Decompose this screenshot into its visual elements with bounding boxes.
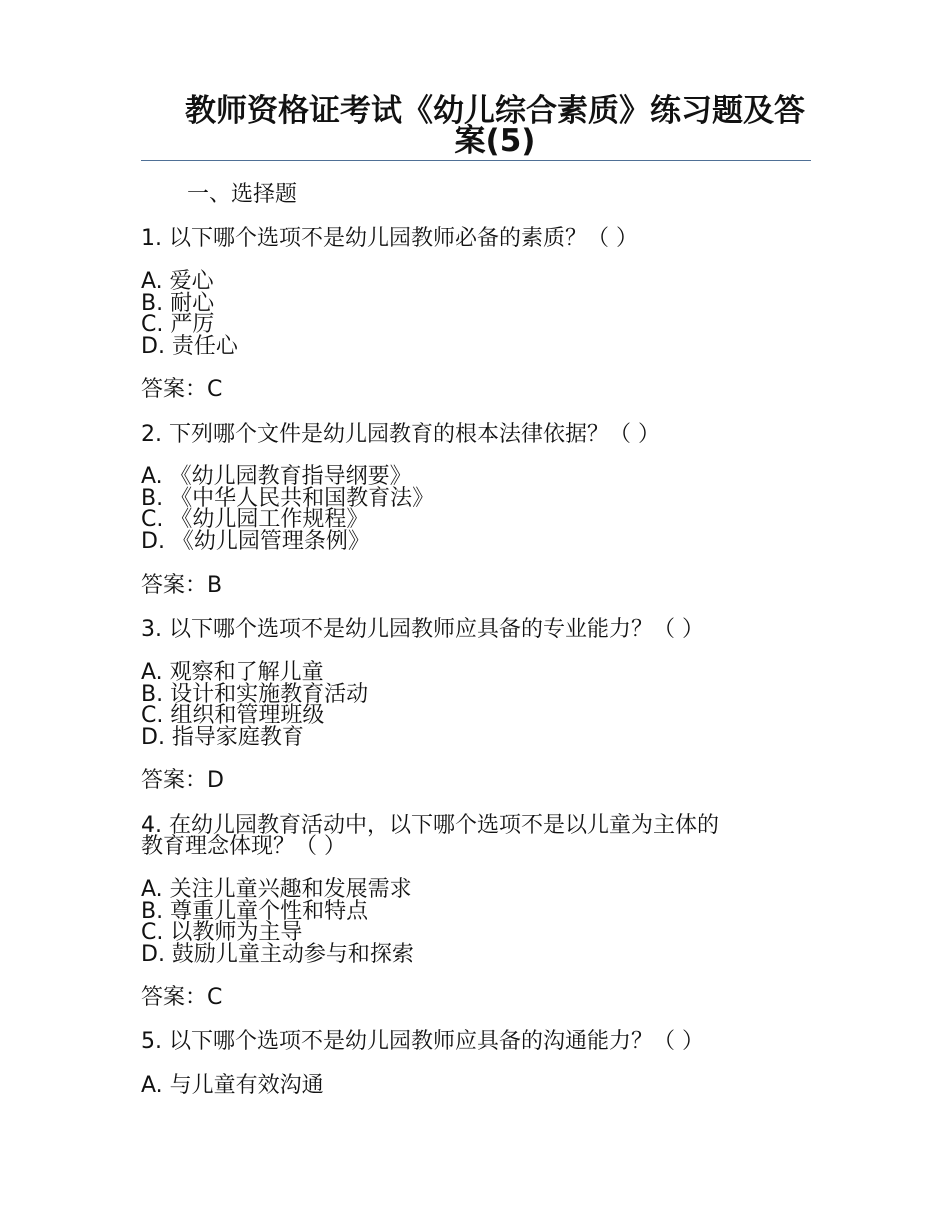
option-b: B. 尊重儿童个性和特点 — [141, 898, 369, 924]
title-underline — [141, 160, 811, 161]
question-1: 1. 以下哪个选项不是幼儿园教师必备的素质？（ ） — [141, 226, 638, 251]
option-b: B. 设计和实施教育活动 — [141, 681, 369, 707]
question-4 — [141, 815, 811, 857]
question-2: 2. 下列哪个文件是幼儿园教育的根本法律依据？（ ） — [141, 422, 660, 447]
section-heading: 一、选择题 — [187, 182, 298, 207]
option-a: A. 观察和了解儿童 — [141, 660, 324, 685]
option-b: B. 《中华人民共和国教育法》 — [141, 485, 435, 511]
question-4-line-1: 4. 在幼儿园教育活动中，以下哪个选项不是以儿童为主体的 — [141, 813, 719, 838]
question-1-options — [141, 271, 811, 357]
answer-3: 答案：D — [141, 768, 224, 793]
question-4-options — [141, 879, 811, 965]
option-b: B. 耐心 — [141, 290, 215, 316]
option-c: C. 组织和管理班级 — [141, 703, 325, 728]
question-3: 3. 以下哪个选项不是幼儿园教师应具备的专业能力？（ ） — [141, 617, 704, 642]
answer-1: 答案：C — [141, 377, 223, 402]
question-5: 5. 以下哪个选项不是幼儿园教师应具备的沟通能力？（ ） — [141, 1029, 704, 1054]
question-2-options — [141, 466, 811, 552]
option-a: A. 关注儿童兴趣和发展需求 — [141, 877, 412, 902]
question-3-options — [141, 662, 811, 748]
option-a: A. 与儿童有效沟通 — [141, 1073, 324, 1098]
answer-4: 答案：C — [141, 985, 223, 1010]
option-c: C. 以教师为主导 — [141, 920, 303, 945]
option-a: A. 爱心 — [141, 269, 214, 294]
answer-2: 答案：B — [141, 573, 223, 598]
question-5-options — [141, 1075, 811, 1097]
option-d: D. 《幼儿园管理条例》 — [141, 528, 370, 554]
option-a: A. 《幼儿园教育指导纲要》 — [141, 464, 412, 489]
option-c: C. 严厉 — [141, 312, 215, 337]
option-c: C. 《幼儿园工作规程》 — [141, 507, 369, 532]
option-d: D. 指导家庭教育 — [141, 724, 304, 750]
question-4-line-2: 教育理念体现？（ ） — [141, 834, 346, 859]
option-d: D. 鼓励儿童主动参与和探索 — [141, 941, 414, 967]
option-d: D. 责任心 — [141, 333, 238, 359]
document-title: 教师资格证考试《幼儿综合素质》练习题及答案(5) — [185, 93, 805, 159]
